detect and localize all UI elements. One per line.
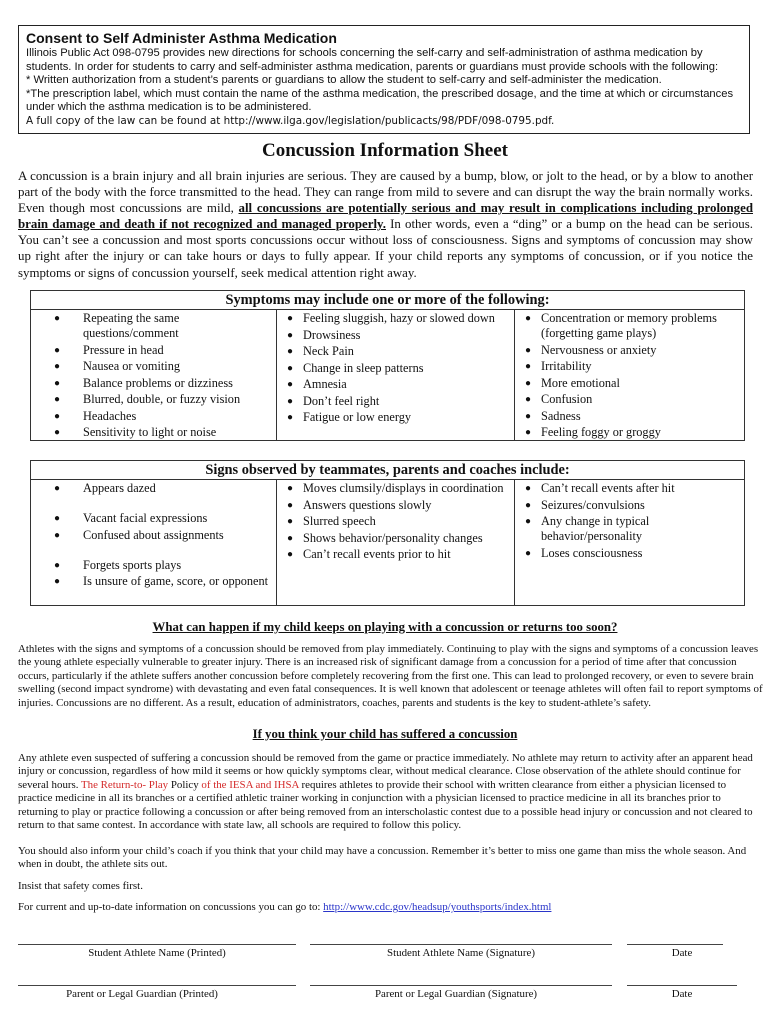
bullet-icon: ● (53, 483, 61, 494)
bullet-icon: ● (53, 377, 61, 389)
list-item-text: Moves clumsily/displays in coordination (303, 481, 504, 495)
intro-paragraph (18, 168, 753, 281)
bullet-icon: ● (53, 313, 61, 324)
list-item-text: Can’t recall events prior to hit (303, 547, 451, 561)
list-item-text: Drowsiness (303, 327, 361, 342)
list-item (277, 377, 514, 392)
bullet-icon: ● (53, 410, 61, 422)
list-item (277, 514, 514, 529)
section-heading-risk: What can happen if my child keeps on playing with a concussion or returns too soon? (152, 620, 618, 634)
date-line-2[interactable] (627, 985, 737, 986)
list-item (277, 498, 514, 513)
parent-name-line[interactable] (18, 985, 296, 986)
list-item-text: Any change in typical behavior/personality (541, 514, 650, 543)
list-item (277, 361, 514, 376)
list-item-text: Sensitivity to light or noise (83, 425, 217, 439)
list-item-text: Vacant facial expressions (83, 511, 208, 525)
list-item (31, 359, 276, 374)
list-item-text: Irritability (541, 359, 592, 373)
list-item (277, 328, 514, 343)
list-item-text: Feeling sluggish, hazy or slowed down (303, 311, 495, 325)
cdc-link[interactable]: http://www.cdc.gov/headsup/youthsports/index.html (323, 901, 552, 913)
list-item (515, 343, 744, 358)
signs-heading: Signs observed by teammates, parents and coaches include: (31, 461, 744, 480)
parent-name-label: Parent or Legal Guardian (Printed) (66, 988, 218, 1000)
list-item-text: Blurred, double, or fuzzy vision (83, 392, 241, 406)
list-item (31, 481, 276, 496)
bullet-icon: ● (524, 361, 532, 372)
list-item-text: Don’t feel right (303, 393, 380, 408)
parent-signature-label: Parent or Legal Guardian (Signature) (374, 988, 538, 1000)
list-item-text: Confusion (541, 392, 593, 406)
bullet-icon: ● (53, 427, 61, 438)
list-item (277, 394, 514, 409)
list-item (515, 514, 744, 544)
date-label-1: Date (671, 947, 693, 959)
list-item-text: Confused about assignments (83, 527, 224, 542)
bullet-icon: ● (53, 529, 61, 541)
symptoms-box (30, 290, 745, 441)
list-item (515, 311, 744, 341)
list-item (31, 511, 276, 526)
intro-text-2: In other words, even a “ding” or a bump on the head can be serious. You can’t see a concussion and most sports concussions occur without loss of consciousness. Signs and symptoms of concussion may show up right after the injury or can take hours or days to fully appear. If your child reports any symptoms of concussion, or if you notice the symptoms or signs of concussion yourself, seek medical attention right away. (18, 217, 753, 280)
list-item (31, 558, 276, 573)
bullet-icon: ● (524, 427, 532, 438)
list-item-text: Change in sleep patterns (303, 360, 424, 375)
section-risk-body: Athletes with the signs and symptoms of a concussion should be removed from play immediately. Continuing to play with the signs and symptoms of a concussion leaves the young athlete especially vulnerable to greater injury. There is an increased risk of significant damage from a concussion for a period of time after that concussion occurs, particularly if the athlete suffers another concussion before completely recovering from the first one. This can lead to prolonged recovery, or even to severe brain swelling (second impact syndrome) with devastating and even fatal consequences. It is well known that adolescent or teenage athletes will often fail to report symptoms of injuries. Concussions are no different. As a result, education of administrators, coaches, parents and students is the key to student-athlete’s safety. (18, 643, 763, 709)
list-item-text: Balance problems or dizziness (83, 375, 233, 390)
bullet-icon: ● (286, 499, 294, 511)
bullet-icon: ● (53, 576, 61, 587)
symptoms-col-1 (31, 310, 277, 440)
signs-col-2 (277, 480, 515, 605)
bullet-icon: ● (524, 499, 532, 511)
list-item (31, 409, 276, 424)
list-item-text: More emotional (541, 375, 620, 390)
list-item-text: Loses consciousness (541, 545, 643, 560)
section-suspected-body (18, 752, 763, 832)
bullet-icon: ● (286, 516, 294, 527)
policy-text: Policy (168, 778, 202, 791)
list-item (515, 376, 744, 391)
list-item-text: Seizures/convulsions (541, 497, 645, 512)
list-item (515, 359, 744, 374)
bullet-icon: ● (524, 394, 532, 405)
list-item-text: Sadness (541, 408, 581, 423)
section-heading-suspected: If you think your child has suffered a concussion (252, 727, 518, 741)
resources-text: For current and up-to-date information on concussions you can go to: (18, 901, 324, 913)
list-item (277, 531, 514, 546)
list-item (515, 425, 744, 440)
list-item (515, 498, 744, 513)
date-label-2: Date (671, 988, 693, 1000)
bullet-icon: ● (524, 483, 532, 494)
safety-first-text: Insist that safety comes first. (18, 880, 143, 892)
return-to-play-text: The Return-to- Play (81, 778, 169, 791)
bullet-icon: ● (524, 344, 532, 356)
list-item-text: Fatigue or low energy (303, 410, 412, 424)
signs-col-3 (515, 480, 744, 605)
iesa-ihsa-text: of the IESA and IHSA (201, 778, 299, 791)
list-item-text: Concentration or memory problems (forgetting game plays) (541, 311, 717, 340)
list-item (515, 481, 744, 496)
list-item (277, 344, 514, 359)
intro-emphasis: all concussions are potentially serious and may result in complications including prolonged brain damage and death if not recognized and managed properly. (18, 201, 753, 232)
list-item (31, 528, 276, 543)
list-item-text: Nausea or vomiting (83, 359, 180, 373)
bullet-icon: ● (524, 516, 532, 527)
list-item-text: Nervousness or anxiety (541, 342, 657, 357)
parent-signature-line[interactable] (310, 985, 612, 986)
list-item (277, 481, 514, 496)
list-item-text: Shows behavior/personality changes (303, 530, 483, 545)
bullet-icon: ● (286, 313, 294, 324)
consent-text-3: *The prescription label, which must contain the name of the asthma medication, the prescribed dosage, and the time at which or circumstances under which the asthma medication is to be administered. (26, 87, 734, 114)
symptoms-col-2 (277, 310, 515, 440)
list-item (31, 392, 276, 407)
bullet-icon: ● (53, 559, 61, 571)
list-item-text: Answers questions slowly (303, 497, 432, 512)
intro-text-1: A concussion is a brain injury and all brain injuries are serious. They are caused by a bump, blow, or jolt to the head, or by a blow to another part of the body with the force transmitted to the head. They can range from mild to severe and can disrupt the way the brain normally works. Even though most concussions are mild, (18, 169, 753, 216)
list-item-text: Can’t recall events after hit (541, 481, 675, 495)
bullet-icon: ● (53, 361, 61, 372)
list-item-text: Repeating the same questions/comment (83, 311, 180, 340)
student-signature-line[interactable] (310, 944, 612, 945)
consent-law-link-text: A full copy of the law can be found at http://www.ilga.gov/legislation/publicacts/98/PDF/098-0795.pdf. (26, 114, 555, 127)
date-line-1[interactable] (627, 944, 723, 945)
bullet-icon: ● (286, 362, 294, 374)
inform-coach-text: You should also inform your child’s coach if you think that your child may have a concussion. Remember it’s better to miss one game than miss the whole season. And when in doubt, the athlete sits out. (18, 845, 747, 871)
student-name-line[interactable] (18, 944, 296, 945)
list-item-text: Neck Pain (303, 344, 354, 358)
list-item-text: Slurred speech (303, 514, 376, 528)
list-item (31, 425, 276, 440)
bullet-icon: ● (524, 313, 532, 324)
resources-line (18, 901, 763, 914)
bullet-icon: ● (286, 395, 294, 407)
consent-text-1: Illinois Public Act 098-0795 provides new directions for schools concerning the self-carry and self-administration of asthma medication by students. In order for students to carry and self-administer asthma medication, parents or guardians must provide schools with the following: (26, 47, 719, 73)
symptoms-col-3 (515, 310, 744, 440)
bullet-icon: ● (524, 547, 532, 559)
consent-text-2: * Written authorization from a student’s parents or guardians to allow the student to self-carry and self-administer the medication. (26, 74, 662, 87)
bullet-icon: ● (286, 483, 294, 494)
bullet-icon: ● (286, 412, 294, 423)
bullet-icon: ● (524, 410, 532, 422)
list-item-text: Pressure in head (83, 342, 164, 357)
list-item (515, 546, 744, 561)
bullet-icon: ● (524, 377, 532, 389)
list-item (515, 392, 744, 407)
list-item-text: Is unsure of game, score, or opponent (83, 574, 269, 588)
list-item (31, 574, 276, 589)
bullet-icon: ● (286, 379, 294, 390)
suspected-text-2: requires athletes to provide their school with written clearance from either a physician licensed to practice medicine in all its branches or a certified athletic trainer working in conjunction with a physician licensed to practice medicine in all its branches prior to returning to play or practice following a concussion or after being removed from an interscholastic contest due to a possible head injury or concussion and not cleared to return to that same contest. In accordance with state law, all schools are required to follow this policy. (18, 778, 753, 832)
list-item-text: Appears dazed (83, 481, 156, 495)
list-item-text: Forgets sports plays (83, 557, 182, 572)
bullet-icon: ● (53, 344, 61, 356)
suspected-text-1: Any athlete even suspected of suffering a concussion should be removed from the game or practice immediately. No athlete may return to activity after an apparent head injury or concussion, regardless of how mild it seems or how quickly symptoms clear, without medical clearance. Close observation of the athlete should continue for several hours. (18, 752, 753, 791)
bullet-icon: ● (286, 329, 294, 341)
list-item-text: Amnesia (303, 377, 347, 391)
list-item-text: Feeling foggy or groggy (541, 425, 661, 439)
bullet-icon: ● (53, 513, 61, 524)
list-item (277, 547, 514, 562)
list-item (515, 409, 744, 424)
symptoms-heading: Symptoms may include one or more of the following: (31, 291, 744, 310)
consent-box (18, 25, 750, 134)
bullet-icon: ● (53, 394, 61, 405)
bullet-icon: ● (286, 549, 294, 560)
signs-box (30, 460, 745, 606)
list-item-text: Headaches (83, 408, 137, 423)
list-item (31, 311, 276, 341)
student-signature-label: Student Athlete Name (Signature) (387, 947, 535, 959)
bullet-icon: ● (286, 346, 294, 357)
signs-col-1 (31, 480, 277, 605)
list-item (277, 410, 514, 425)
bullet-icon: ● (286, 532, 294, 544)
consent-title: Consent to Self Administer Asthma Medication (26, 30, 337, 46)
student-name-label: Student Athlete Name (Printed) (88, 947, 226, 959)
list-item (277, 311, 514, 326)
page-title: Concussion Information Sheet (262, 140, 508, 161)
list-item (31, 376, 276, 391)
list-item (31, 343, 276, 358)
